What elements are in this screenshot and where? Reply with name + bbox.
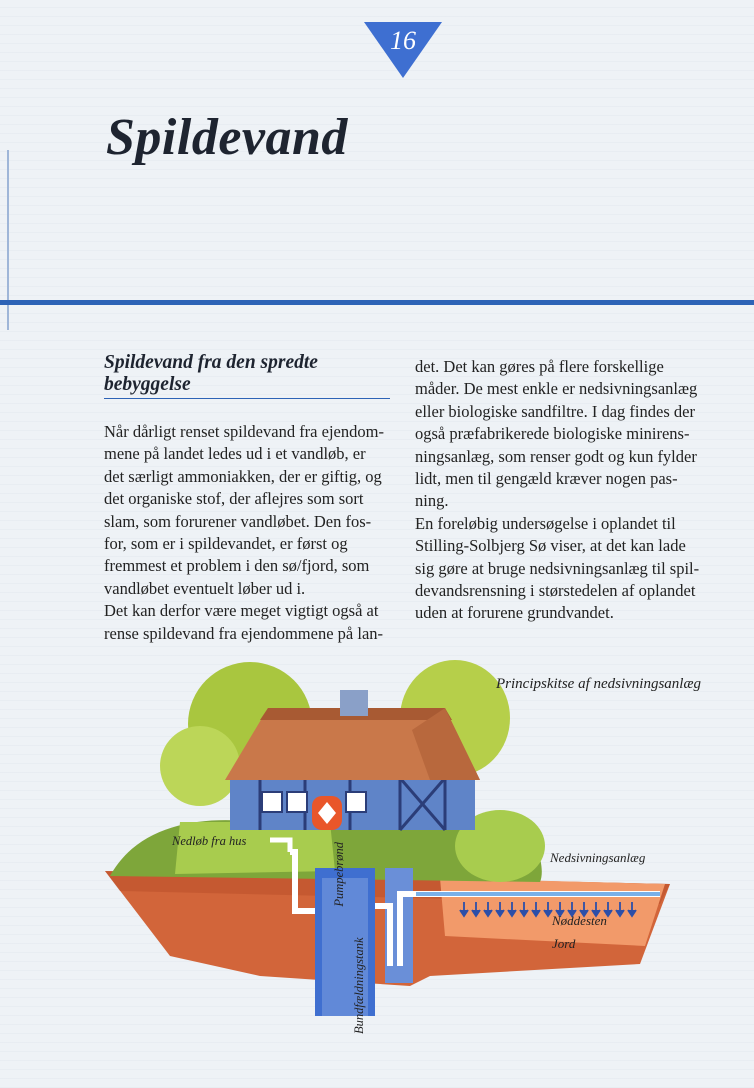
bush-left: [160, 726, 240, 806]
page-number: 16: [390, 26, 416, 55]
distribution-pipe: [416, 892, 660, 896]
section-heading: Spildevand fra den spredte bebyggelse: [104, 352, 390, 399]
label-infiltration: Nedsivningsanlæg: [550, 850, 646, 865]
label-sediment-tank: Bundfældningstank: [352, 937, 366, 1034]
label-pump-well: Pumpebrønd: [332, 842, 346, 907]
label-downpipe: Nedløb fra hus: [172, 834, 247, 848]
left-column: [104, 352, 390, 645]
left-column-text: Når dårligt renset spildevand fra ejendom- mene på landet ledes ud i et vandløb, er det særligt ammoniakken, der er giftig, og det organiske stof, der aflejres som sort slam, som forurener vandløbet. Den fos- for, som er i spildevandet, er først og fremmest et problem i den sø/fjord, som vandløbet eventuelt løber ud i. Det kan derfor være meget vigtigt også at rense spildevand fra ejendommene på lan-: [104, 422, 384, 643]
label-soil: Jord: [552, 936, 576, 951]
right-column-paragraph-2: En foreløbig undersøgelse i oplandet til Stilling-Solbjerg Sø viser, at det kan lade sig gøre at bruge nedsivningsanlæg til spil- devandsrensning i størstedelen af oplandet uden at forurene grundvandet.: [415, 513, 700, 623]
septic-system-illustration: [100, 646, 740, 1034]
right-column: [415, 356, 715, 625]
label-stones: Nøddesten: [552, 913, 607, 928]
title-divider: [0, 300, 754, 305]
page-title: Spildevand: [106, 109, 348, 166]
chimney: [340, 690, 368, 716]
right-column-paragraph-1: det. Det kan gøres på flere forskellige måder. De mest enkle er nedsivningsanlæg eller biologiske sandfiltre. I dag findes der også præfabrikerede biologiske minirens- ningsanlæg, som renser godt og kun fylder lidt, men til gengæld kræver nogen pas- ning.: [415, 357, 698, 511]
figure-caption: Principskitse af nedsivningsanlæg: [496, 676, 701, 692]
